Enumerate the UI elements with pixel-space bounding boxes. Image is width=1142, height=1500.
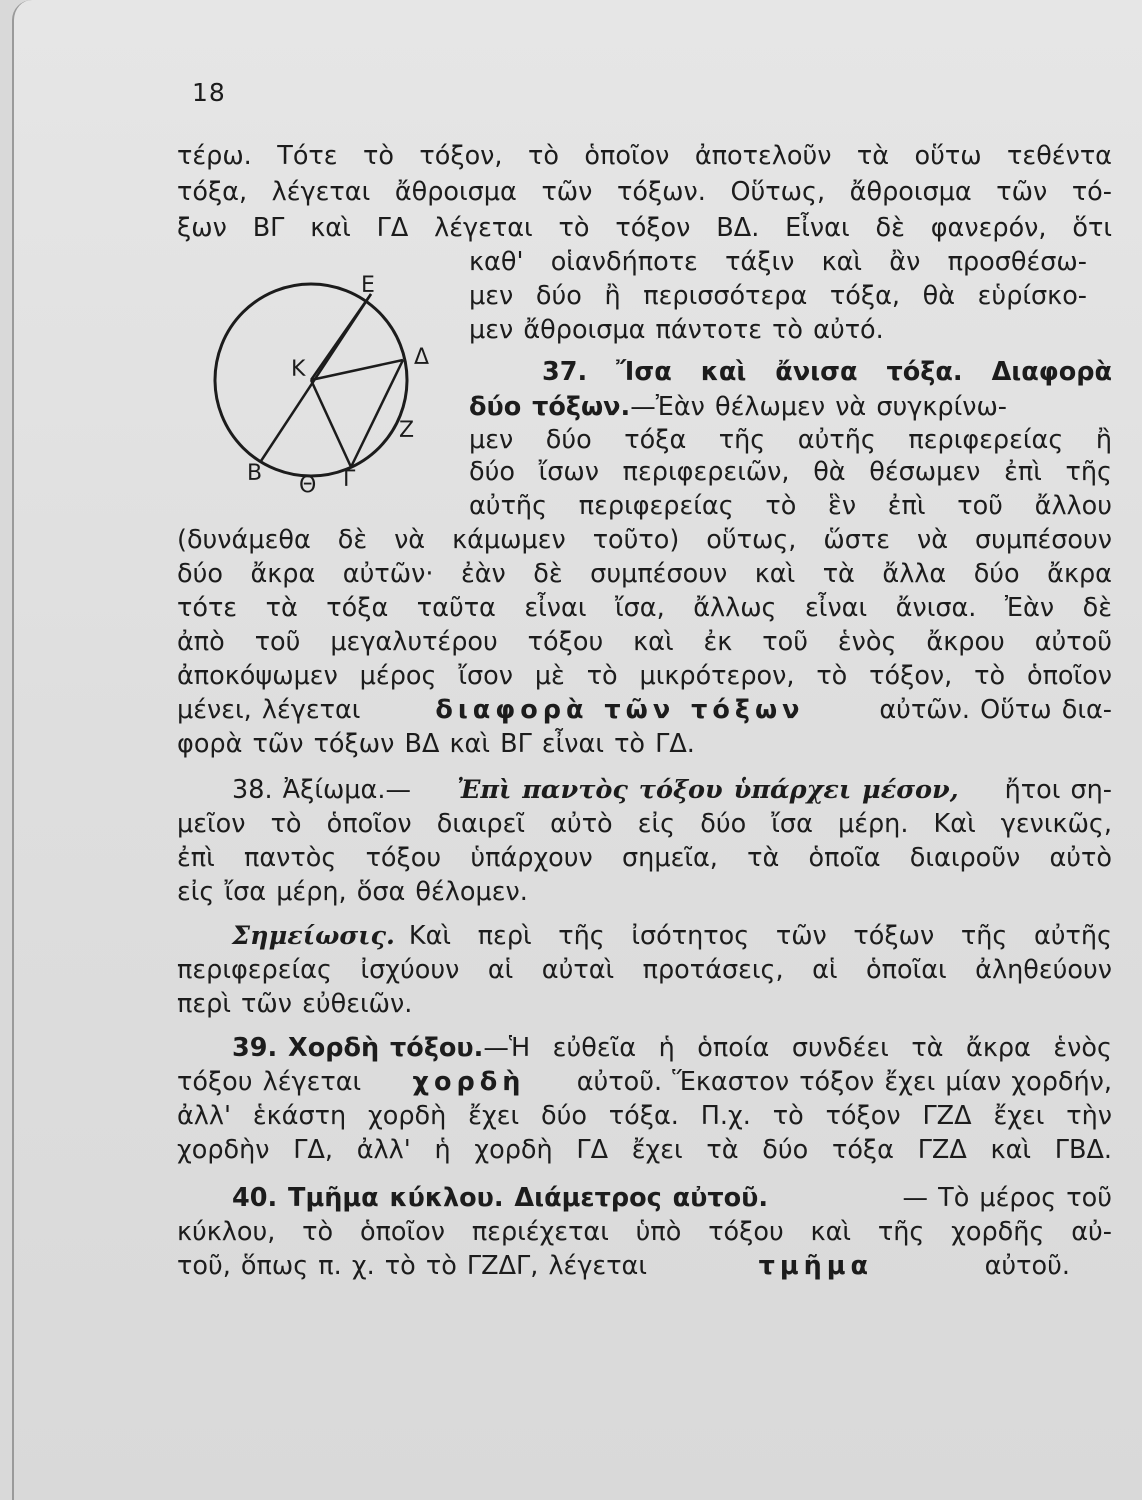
- text-line: περὶ τῶν εὐθειῶν.: [177, 989, 413, 1019]
- text-span: —Ἐὰν θέλωμεν νὰ συγκρίνω-: [630, 392, 1008, 422]
- text-line: μεν δύο ἢ περισσότερα τόξα, θὰ εὑρίσκο-: [469, 281, 1087, 311]
- text-line: ἀπὸ τοῦ μεγαλυτέρου τόξου καὶ ἐκ τοῦ ἑνὸς ἄκρου αὐτοῦ: [177, 627, 1112, 657]
- label-g: Γ: [343, 467, 356, 492]
- circle-arc-figure: [209, 274, 449, 504]
- book-page: [12, 0, 1142, 1500]
- text-span: —Ἡ εὐθεῖα ἡ ὁποία συνδέει τὰ ἄκρα ἑνὸς: [483, 1033, 1112, 1063]
- section-40-title: 40. Τμῆμα κύκλου. Διάμετρος αὐτοῦ.: [232, 1183, 769, 1213]
- section-38-title: 38. Ἀξίωμα.—: [232, 775, 411, 805]
- text-line: κύκλου, τὸ ὁποῖον περιέχεται ὑπὸ τόξου καὶ τῆς χορδῆς αὐ-: [177, 1217, 1112, 1247]
- text-line: [177, 1067, 1112, 1097]
- section-39-title: 39. Χορδὴ τόξου.: [232, 1033, 484, 1063]
- text-line: [177, 1251, 1070, 1281]
- text-span: μένει, λέγεται: [177, 695, 361, 725]
- note-title: Σημείωσις.: [232, 921, 395, 951]
- text-line: ἀλλ' ἑκάστη χορδὴ ἔχει δύο τόξα. Π.χ. τὸ τόξον ΓΖΔ ἔχει τὴν: [177, 1101, 1112, 1131]
- label-e: Ε: [361, 274, 375, 298]
- radius-kg: [311, 380, 351, 467]
- text-line: καθ' οἱανδήποτε τάξιν καὶ ἂν προσθέσω-: [469, 247, 1087, 277]
- label-th: Θ: [299, 473, 317, 498]
- text-span: ἤτοι ση-: [1004, 775, 1112, 805]
- text-span: αὐτῶν. Οὕτω δια-: [879, 695, 1112, 725]
- text-line: [177, 695, 1112, 725]
- text-line: μεν δύο τόξα τῆς αὐτῆς περιφερείας ἢ: [469, 425, 1112, 455]
- text-line: περιφερείας ἰσχύουν αἱ αὐταὶ προτάσεις, αἱ ὁποῖαι ἀληθεύουν: [177, 955, 1112, 985]
- text-line: τότε τὰ τόξα ταῦτα εἶναι ἴσα, ἄλλως εἶναι ἄνισα. Ἐὰν δὲ: [177, 593, 1112, 623]
- section-39-line: [232, 1033, 1112, 1063]
- label-d: Δ: [414, 345, 430, 370]
- text-line: αὐτῆς περιφερείας τὸ ἓν ἐπὶ τοῦ ἄλλου: [469, 491, 1112, 521]
- text-line: [469, 392, 1112, 422]
- text-line: τόξα, λέγεται ἄθροισμα τῶν τόξων. Οὕτως, ἄθροισμα τῶν τό-: [177, 177, 1112, 207]
- text-line: (δυνάμεθα δὲ νὰ κάμωμεν τοῦτο) οὕτως, ὥστε νὰ συμπέσουν: [177, 525, 1112, 555]
- text-line: ἀποκόψωμεν μέρος ἴσον μὲ τὸ μικρότερον, τὸ τόξον, τὸ ὁποῖον: [177, 661, 1112, 691]
- chord-be: [261, 294, 371, 461]
- term-chord: χορδὴ: [412, 1067, 526, 1097]
- text-span: — Τὸ μέρος τοῦ: [902, 1183, 1112, 1213]
- note-line: [232, 921, 1112, 951]
- text-line: ξων ΒΓ καὶ ΓΔ λέγεται τὸ τόξον ΒΔ. Εἶναι δὲ φανερόν, ὅτι: [177, 213, 1112, 243]
- section-38-line: [232, 775, 1112, 805]
- axiom-statement: Ἐπὶ παντὸς τόξου ὑπάρχει μέσον,: [456, 775, 959, 805]
- text-line: ἐπὶ παντὸς τόξου ὑπάρχουν σημεῖα, τὰ ὁποῖα διαιροῦν αὐτὸ: [177, 843, 1112, 873]
- text-line: εἰς ἴσα μέρη, ὅσα θέλομεν.: [177, 877, 528, 907]
- text-line: δύο ἴσων περιφερειῶν, θὰ θέσωμεν ἐπὶ τῆς: [469, 457, 1112, 487]
- text-span: Καὶ περὶ τῆς ἰσότητος τῶν τόξων τῆς αὐτῆς: [408, 921, 1112, 951]
- term-difference: διαφορὰ τῶν τόξων: [435, 695, 805, 725]
- text-span: τοῦ, ὅπως π. χ. τὸ τὸ ΓΖΔΓ, λέγεται: [177, 1251, 647, 1281]
- text-span: αὐτοῦ.: [984, 1251, 1070, 1281]
- text-line: μεῖον τὸ ὁποῖον διαιρεῖ αὐτὸ εἰς δύο ἴσα μέρη. Καὶ γενικῶς,: [177, 809, 1112, 839]
- label-b: Β: [247, 461, 263, 486]
- term-segment: τμῆμα: [758, 1251, 874, 1281]
- section-40-line: [232, 1183, 1112, 1213]
- text-line: δύο ἄκρα αὐτῶν· ἐὰν δὲ συμπέσουν καὶ τὰ ἄλλα δύο ἄκρα: [177, 559, 1112, 589]
- text-span: τόξου λέγεται: [177, 1067, 362, 1097]
- text-line: χορδὴν ΓΔ, ἀλλ' ἡ χορδὴ ΓΔ ἔχει τὰ δύο τόξα ΓΖΔ καὶ ΓΒΔ.: [177, 1135, 1112, 1165]
- text-span: αὐτοῦ. Ἕκαστον τόξον ἔχει μίαν χορδήν,: [576, 1067, 1112, 1097]
- section-37-title-cont: δύο τόξων.: [469, 392, 631, 422]
- section-37-title: 37. Ἴσα καὶ ἄνισα τόξα. Διαφορὰ: [542, 357, 1112, 387]
- text-line: τέρω. Τότε τὸ τόξον, τὸ ὁποῖον ἀποτελοῦν τὰ οὕτω τεθέντα: [177, 141, 1112, 171]
- section-37-heading: [542, 357, 1112, 387]
- text-line: φορὰ τῶν τόξων ΒΔ καὶ ΒΓ εἶναι τὸ ΓΔ.: [177, 729, 695, 759]
- text-line: μεν ἄθροισμα πάντοτε τὸ αὐτό.: [469, 315, 884, 345]
- label-z: Ζ: [399, 418, 415, 443]
- page-number: 18: [192, 78, 226, 107]
- label-k: Κ: [291, 357, 306, 382]
